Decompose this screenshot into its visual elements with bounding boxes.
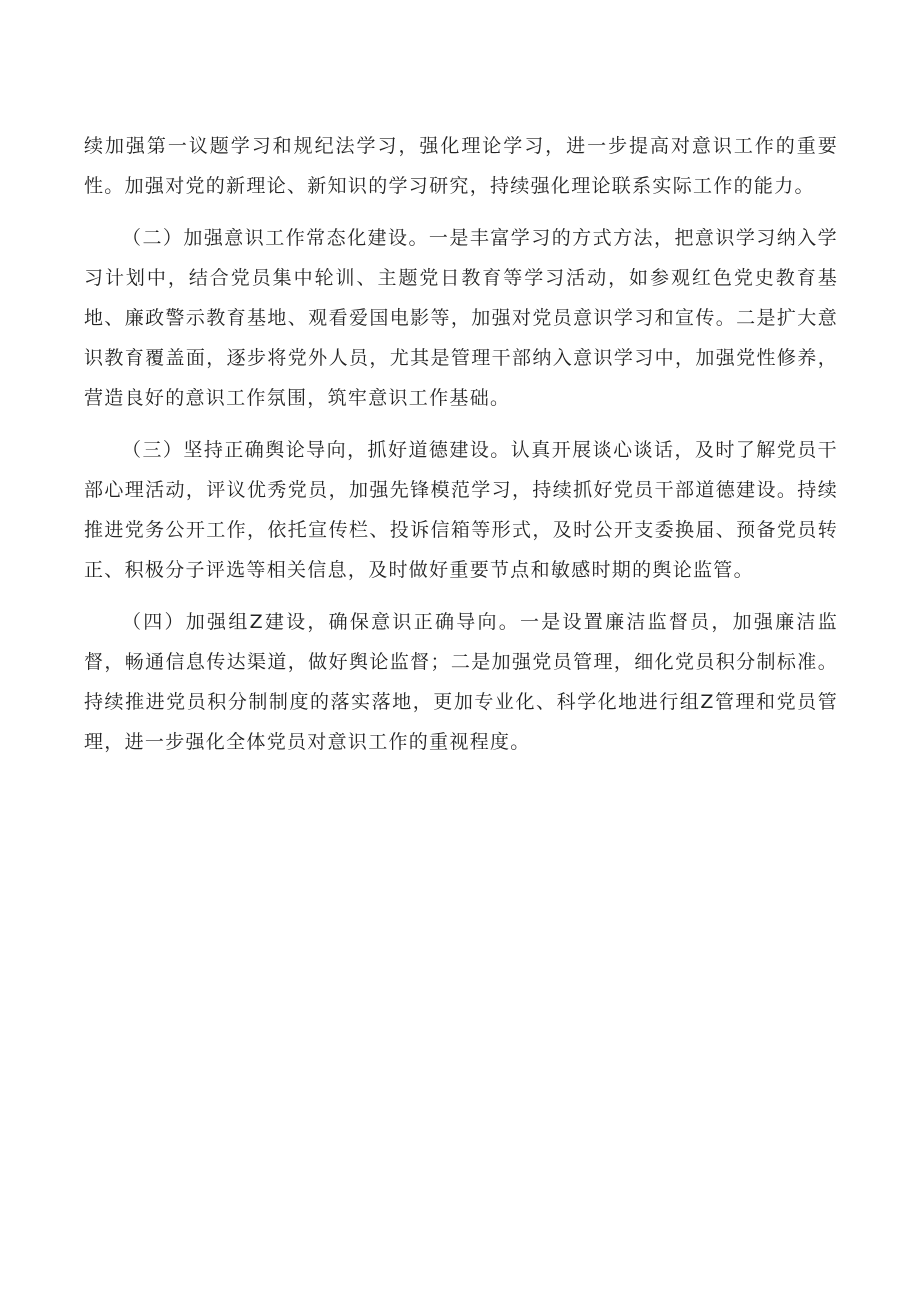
- paragraph-section-2: （二）加强意识工作常态化建设。一是丰富学习的方式方法，把意识学习纳入学习计划中，结合党员集中轮训、主题党日教育等学习活动，如参观红色党史教育基地、廉政警示教育基地、观看爱国电影等，加强对党员意识学习和宣传。二是扩大意识教育覆盖面，逐步将党外人员，尤其是管理干部纳入意识学习中，加强党性修养，营造良好的意识工作氛围，筑牢意识工作基础。: [84, 227, 838, 409]
- paragraph-section-4: （四）加强组Z建设，确保意识正确导向。一是设置廉洁监督员，加强廉洁监督，畅通信息传达渠道，做好舆论监督；二是加强党员管理，细化党员积分制标准。持续推进党员积分制制度的落实落地，更加专业化、科学化地进行组Z管理和党员管理，进一步强化全体党员对意识工作的重视程度。: [84, 611, 838, 753]
- document-body: [84, 126, 838, 774]
- paragraph-section-3: （三）坚持正确舆论导向，抓好道德建设。认真开展谈心谈话，及时了解党员干部心理活动，评议优秀党员，加强先锋模范学习，持续抓好党员干部道德建设。持续推进党务公开工作，依托宣传栏、投诉信箱等形式，及时公开支委换届、预备党员转正、积极分子评选等相关信息，及时做好重要节点和敏感时期的舆论监管。: [84, 439, 838, 581]
- paragraph-continuation: 续加强第一议题学习和规纪法学习，强化理论学习，进一步提高对意识工作的重要性。加强对党的新理论、新知识的学习研究，持续强化理论联系实际工作的能力。: [84, 135, 838, 197]
